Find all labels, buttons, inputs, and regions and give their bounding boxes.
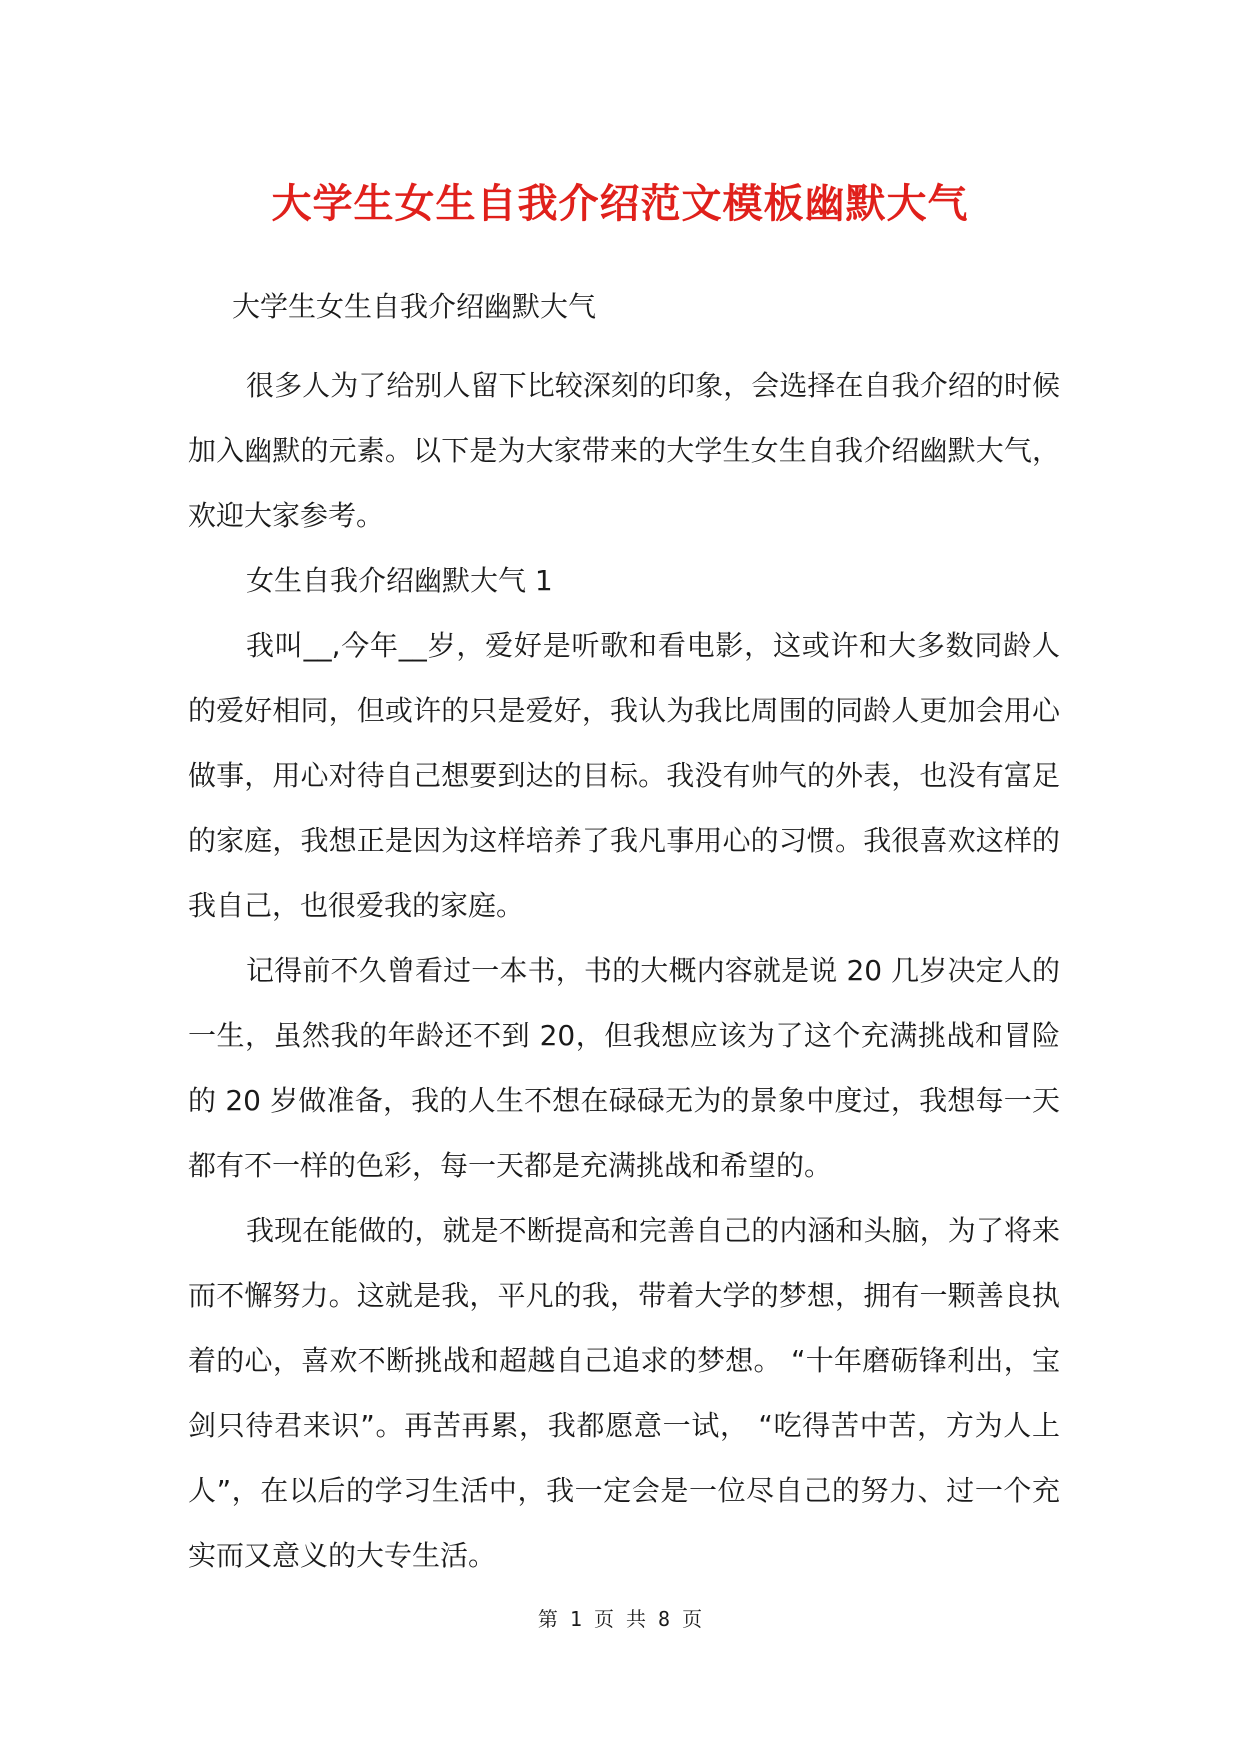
- document-subtitle: 大学生女生自我介绍幽默大气: [232, 290, 597, 323]
- paragraph-intro: 很多人为了给别人留下比较深刻的印象，会选择在自我介绍的时候加入幽默的元素。以下是为大家带来的大学生女生自我介绍幽默大气，欢迎大家参考。: [188, 369, 1060, 532]
- page-footer: 第 1 页 共 8 页: [537, 1607, 703, 1631]
- paragraph: 记得前不久曾看过一本书，书的大概内容就是说 20 几岁决定人的一生，虽然我的年龄还不到 20，但我想应该为了这个充满挑战和冒险的 20 岁做准备，我的人生不想在碌碌无为的景象中度过，我想每一天都有不一样的色彩，每一天都是充满挑战和希望的。: [188, 954, 1060, 1182]
- paragraph: 我叫__,今年__岁，爱好是听歌和看电影，这或许和大多数同龄人的爱好相同，但或许的只是爱好，我认为我比周围的同龄人更加会用心做事，用心对待自己想要到达的目标。我没有帅气的外表，也没有富足的家庭，我想正是因为这样培养了我凡事用心的习惯。我很喜欢这样的我自己，也很爱我的家庭。: [188, 629, 1060, 922]
- section-heading: 女生自我介绍幽默大气 1: [246, 564, 553, 597]
- paragraph: 我现在能做的，就是不断提高和完善自己的内涵和头脑，为了将来而不懈努力。这就是我，平凡的我，带着大学的梦想，拥有一颗善良执着的心，喜欢不断挑战和超越自己追求的梦想。 “十年磨砺锋利出，宝剑只待君来识”。再苦再累，我都愿意一试， “吃得苦中苦，方为人上人”，在以后的学习生活中，我一定会是一位尽自己的努力、过一个充实而又意义的大专生活。: [188, 1214, 1060, 1572]
- document-body: [188, 353, 1060, 1588]
- page-title: 大学生女生自我介绍范文模板幽默大气: [271, 181, 969, 227]
